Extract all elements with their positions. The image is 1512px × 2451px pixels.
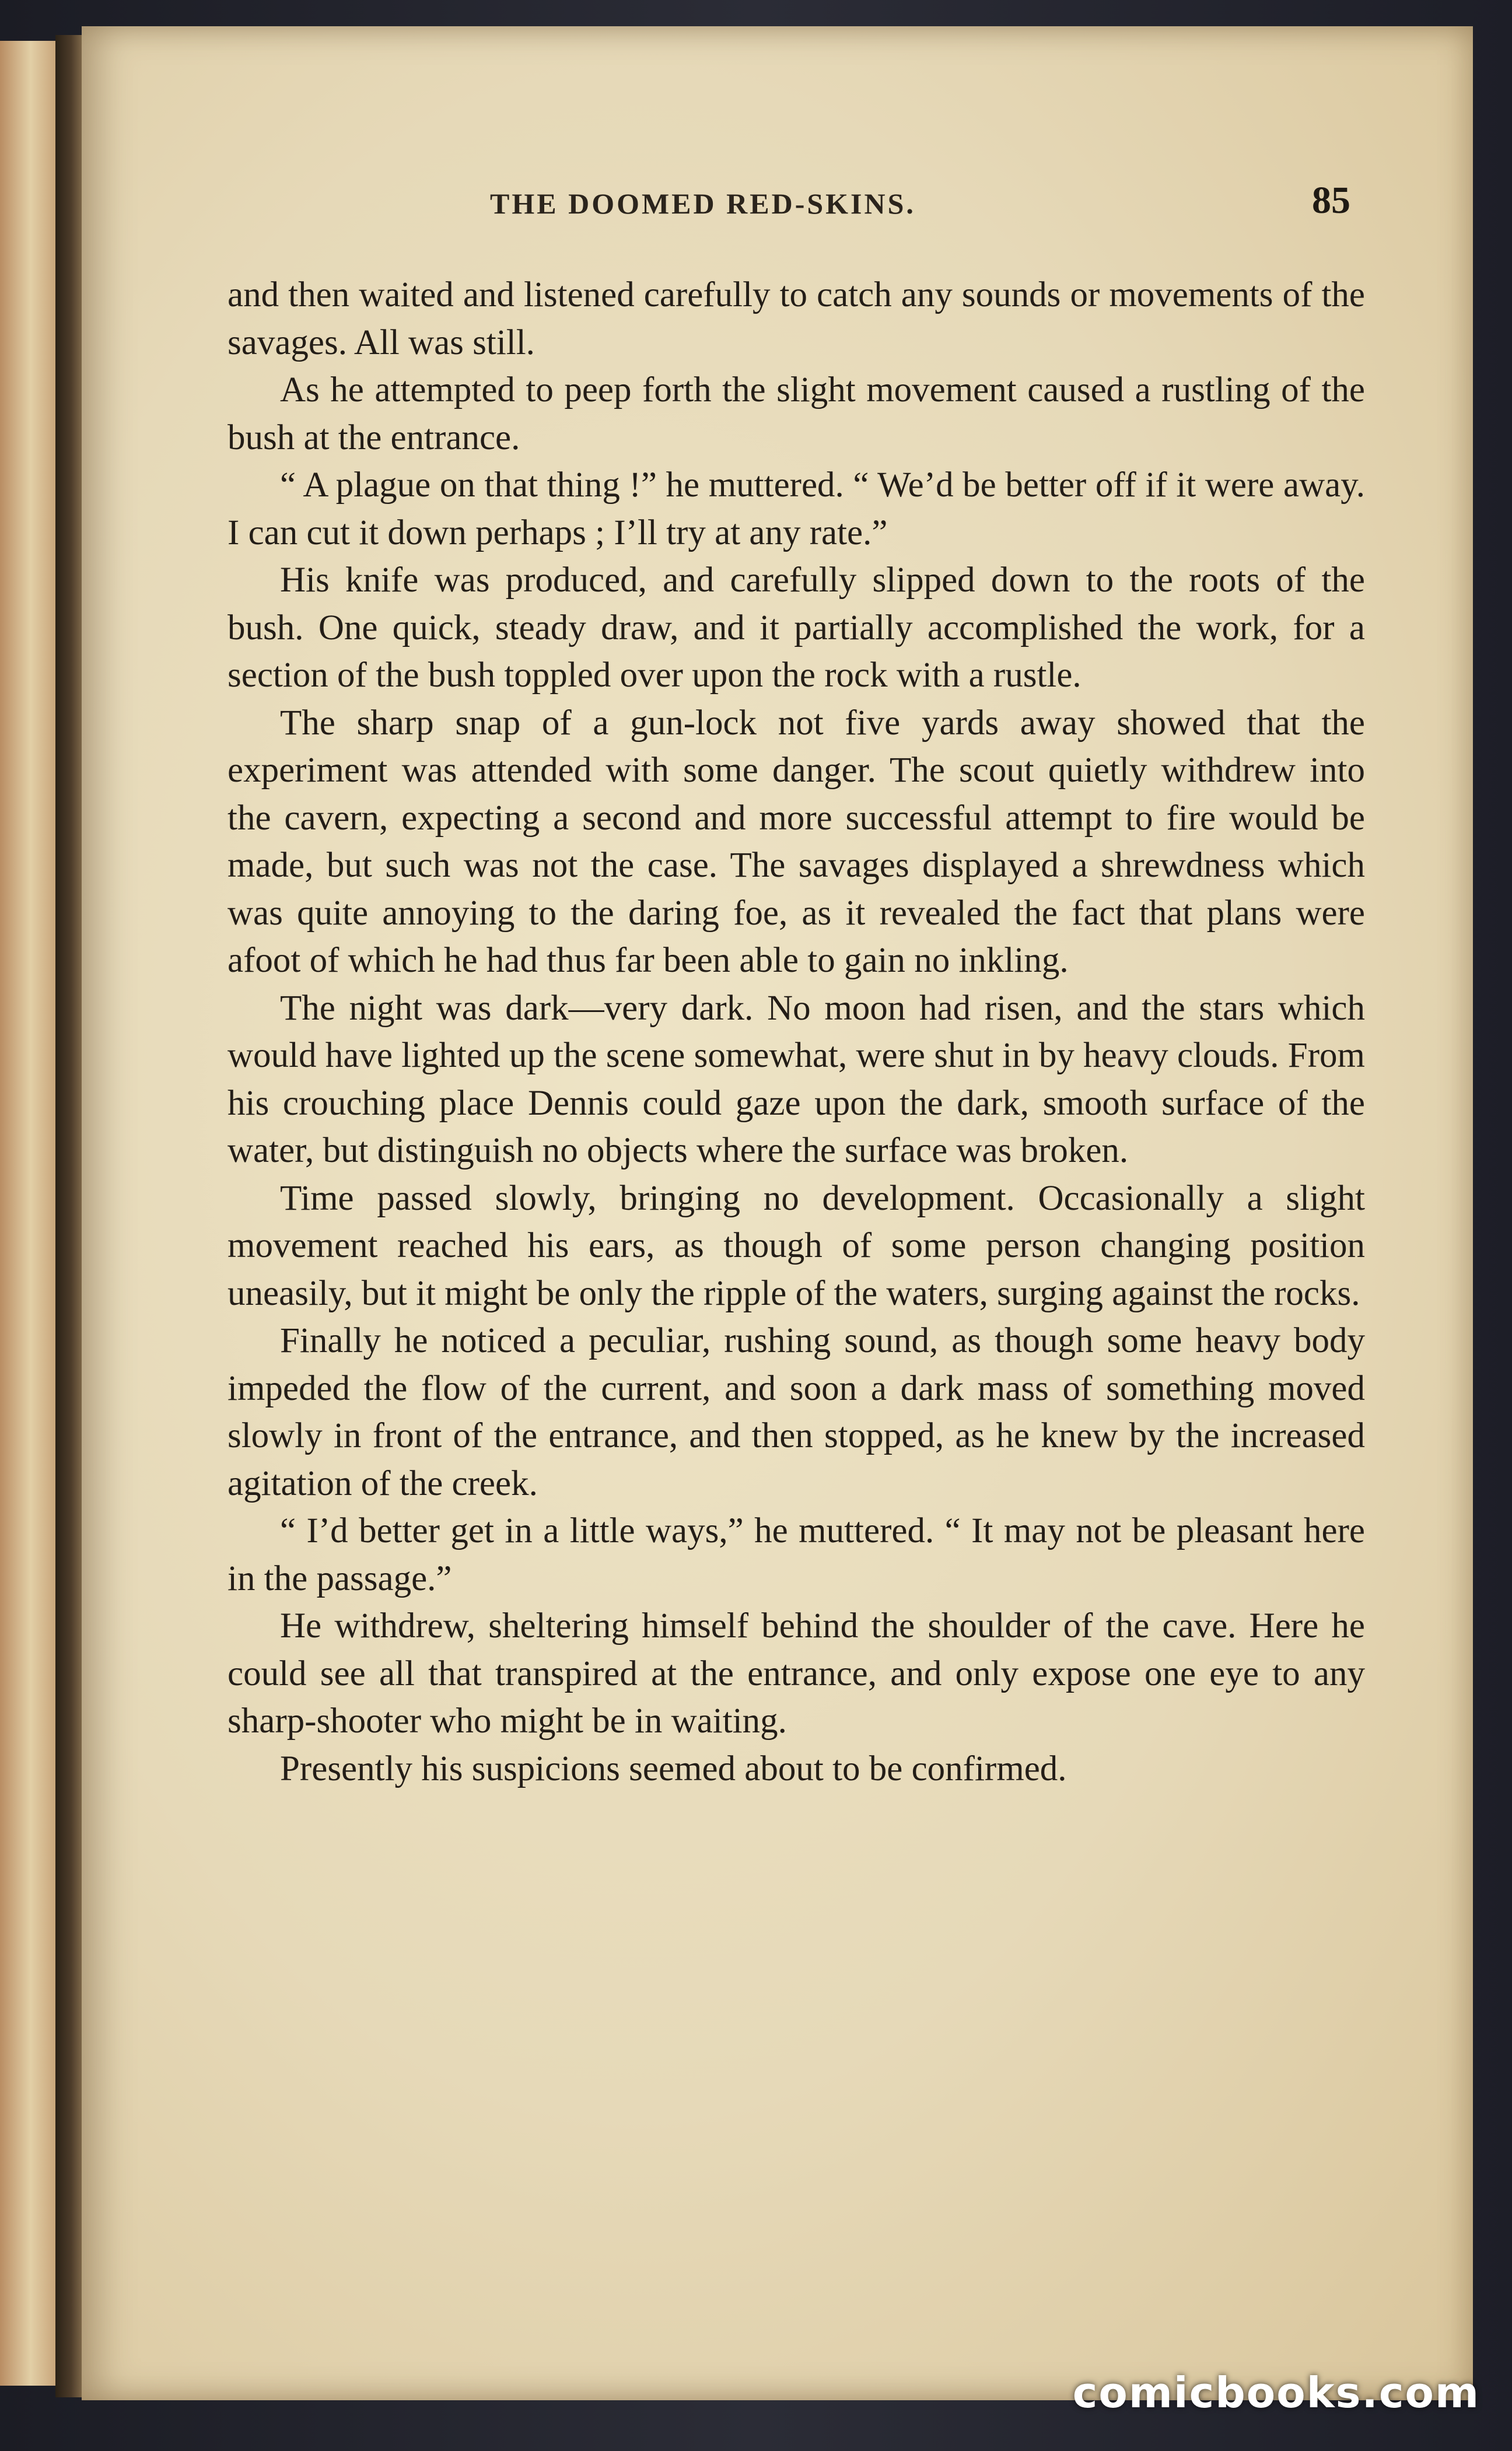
- paragraph-6: The night was dark—very dark. No moon had risen, and the stars which would have lighted up the scene somewhat, were shut in by heavy clouds. From his crouching place Dennis could gaze upon the dark, smooth surface of the water, but distinguish no objects where the surface was broken.: [228, 988, 1365, 1170]
- paragraph-2: As he attempted to peep forth the slight movement caused a rustling of the bush at the entrance.: [228, 370, 1365, 457]
- paragraph-4: His knife was produced, and carefully slipped down to the roots of the bush. One quick, steady draw, and it partially accomplished the work, for a section of the bush toppled over upon the rock with a rustle.: [228, 561, 1365, 695]
- previous-page-edge: [0, 41, 59, 2386]
- book-page: [82, 26, 1473, 2400]
- body-text: [228, 271, 1365, 1792]
- paragraph-5: The sharp snap of a gun-lock not five yards away showed that the experiment was attended with some danger. The scout quietly withdrew into the cavern, expecting a second and more successful attempt to fire would be made, but such was not the case. The savages displayed a shrewdness which was quite annoying to the daring foe, as it revealed the fact that plans were afoot of which he had thus far been able to gain no inkling.: [228, 703, 1365, 980]
- paragraph-10: He withdrew, sheltering himself behind the shoulder of the cave. Here he could see all that transpired at the entrance, and only expose one eye to any sharp-shooter who might be in waiting.: [228, 1606, 1365, 1741]
- paragraph-7: Time passed slowly, bringing no development. Occasionally a slight movement reached his ears, as though of some person changing position uneasily, but it might be only the ripple of the waters, surging against the rocks.: [228, 1178, 1365, 1313]
- paragraph-3: “ A plague on that thing !” he muttered. “ We’d be better off if it were away. I can cut it down perhaps ; I’ll try at any rate.”: [228, 465, 1365, 552]
- paragraph-11: Presently his suspicions seemed about to be confirmed.: [280, 1749, 1067, 1788]
- watermark: comicbooks.com: [1072, 2368, 1480, 2417]
- running-head: [82, 163, 1473, 227]
- running-title: THE DOOMED RED-SKINS.: [490, 187, 916, 220]
- paragraph-1: and then waited and listened carefully to catch any sounds or movements of the savages. All was still.: [228, 275, 1365, 362]
- book-spine: [55, 35, 82, 2397]
- paragraph-9: “ I’d better get in a little ways,” he muttered. “ It may not be pleasant here in the passage.”: [228, 1511, 1365, 1598]
- page-number: 85: [1312, 179, 1350, 222]
- paragraph-8: Finally he noticed a peculiar, rushing sound, as though some heavy body impeded the flow of the current, and soon a dark mass of something moved slowly in front of the entrance, and then stopped, as he knew by the increased agitation of the creek.: [228, 1321, 1365, 1503]
